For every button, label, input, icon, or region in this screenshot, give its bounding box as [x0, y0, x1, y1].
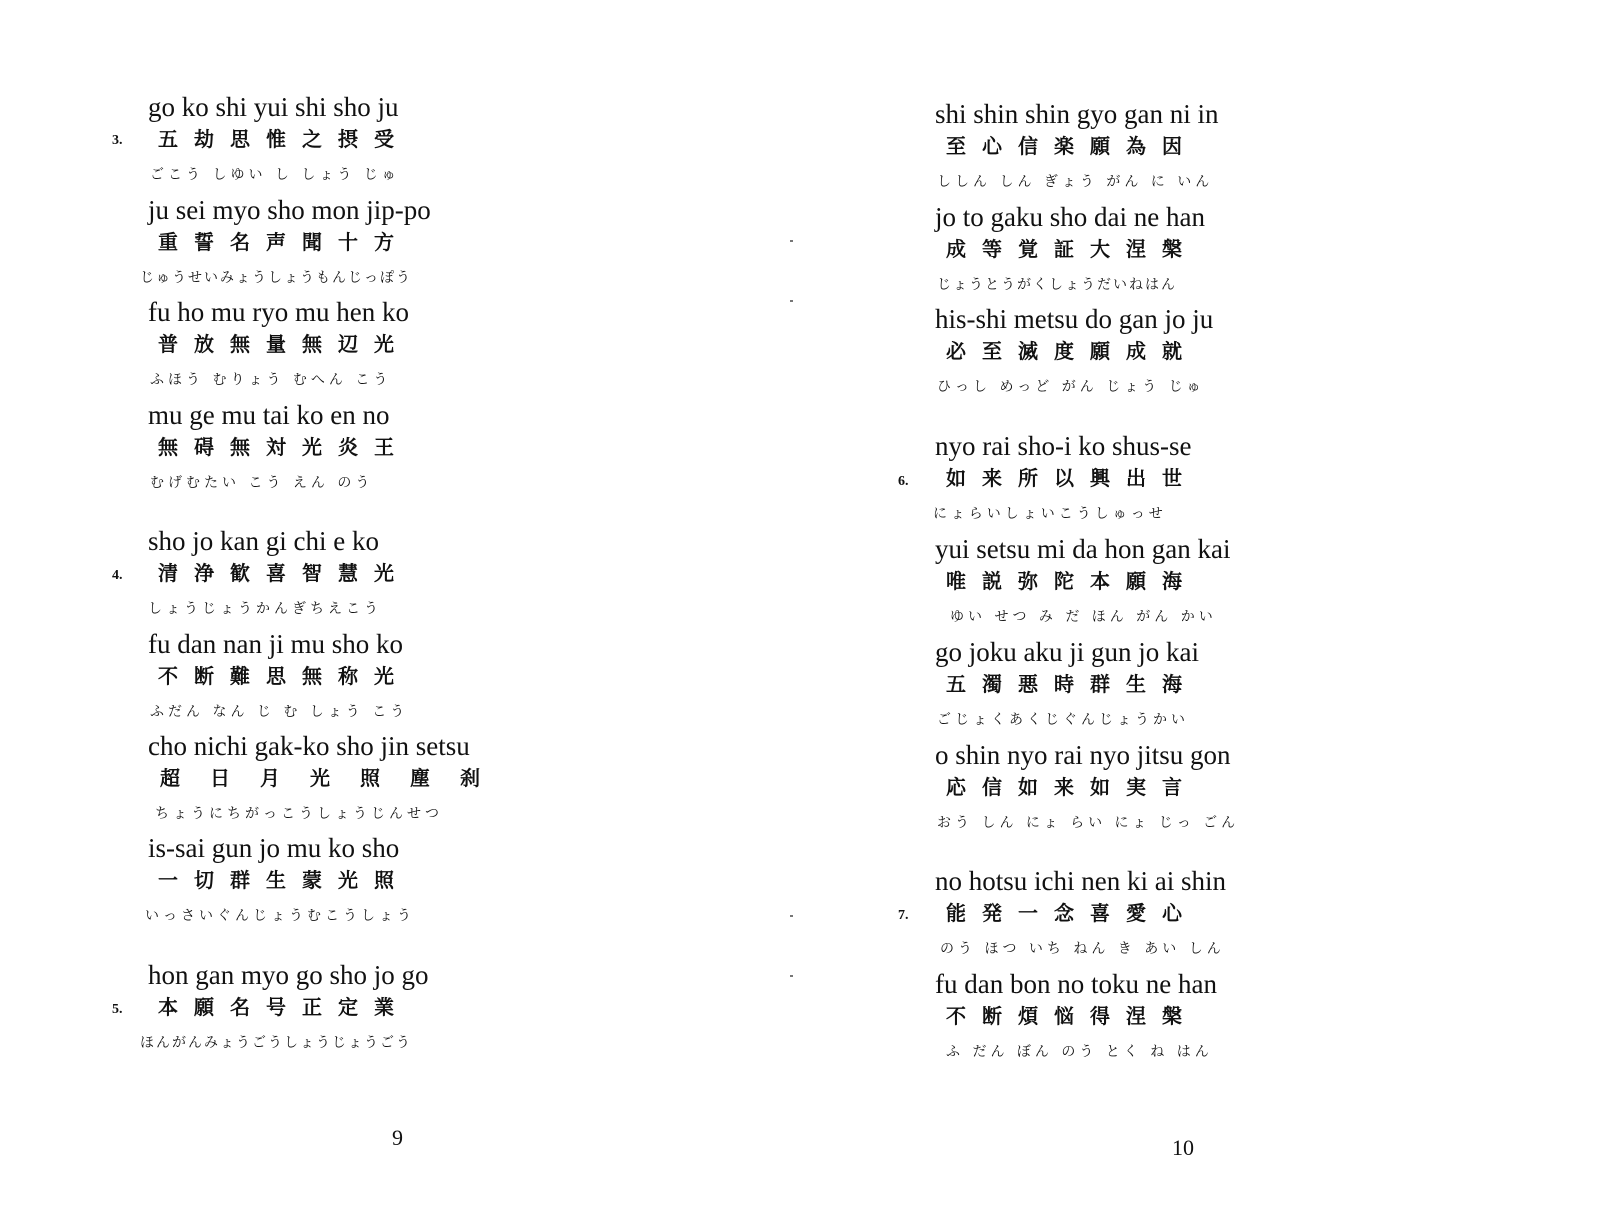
- kana-line: ゆい せつ み だ ほん がん かい: [950, 609, 1217, 625]
- kana-line: しょうじょうかんぎちえこう: [148, 601, 382, 617]
- kana-line: ひっし めっど がん じょう じゅ: [937, 379, 1205, 395]
- kana-line: いっさいぐんじょうむこうしょう: [145, 908, 415, 924]
- scan-speck: [790, 240, 793, 242]
- kanji-line: 五濁悪時群生海: [946, 672, 1198, 696]
- romaji-line: hon gan myo go sho jo go: [148, 960, 429, 990]
- kanji-line: 不断煩悩得涅槃: [946, 1004, 1198, 1028]
- romaji-line: fu dan nan ji mu sho ko: [148, 629, 403, 659]
- page-number: 9: [392, 1125, 403, 1150]
- stanza-number: 7.: [898, 908, 909, 923]
- kanji-line: 成等覚証大涅槃: [946, 237, 1198, 261]
- kana-line: ふ だん ぼん のう とく ね はん: [946, 1044, 1213, 1060]
- kana-line: むげむたい こう えん のう: [150, 475, 374, 491]
- kanji-line: 無碍無対光炎王: [158, 435, 410, 459]
- romaji-line: jo to gaku sho dai ne han: [935, 202, 1205, 232]
- romaji-line: yui setsu mi da hon gan kai: [935, 534, 1231, 564]
- romaji-line: sho jo kan gi chi e ko: [148, 526, 379, 556]
- stanza-number: 3.: [112, 133, 123, 148]
- romaji-line: go joku aku ji gun jo kai: [935, 637, 1199, 667]
- romaji-line: mu ge mu tai ko en no: [148, 400, 390, 430]
- kanji-line: 至心信楽願為因: [946, 134, 1198, 158]
- romaji-line: nyo rai sho-i ko shus-se: [935, 431, 1192, 461]
- kanji-line: 超日月光照塵刹: [160, 766, 510, 790]
- romaji-line: ju sei myo sho mon jip-po: [148, 195, 431, 225]
- kana-line: ごじょくあくじぐんじょうかい: [937, 712, 1189, 728]
- romaji-line: cho nichi gak-ko sho jin setsu: [148, 731, 470, 761]
- romaji-line: fu ho mu ryo mu hen ko: [148, 297, 409, 327]
- kanji-line: 唯説弥陀本願海: [946, 569, 1198, 593]
- romaji-line: go ko shi yui shi sho ju: [148, 92, 399, 122]
- kana-line: ちょうにちがっこうしょうじんせつ: [155, 806, 443, 822]
- kana-line: ほんがんみょうごうしょうじょうごう: [140, 1035, 412, 1051]
- kana-line: おう しん にょ らい にょ じっ ごん: [937, 815, 1240, 831]
- scan-speck: [790, 975, 793, 977]
- page-number: 10: [1172, 1135, 1194, 1160]
- stanza-number: 4.: [112, 568, 123, 583]
- scan-speck: [790, 300, 793, 302]
- kanji-line: 重誓名声聞十方: [158, 230, 410, 254]
- kanji-line: 五劫思惟之摂受: [158, 127, 410, 151]
- kana-line: にょらいしょいこうしゅっせ: [933, 506, 1167, 522]
- right-page: [800, 0, 1600, 1228]
- kanji-line: 応信如来如実言: [946, 775, 1198, 799]
- stanza-number: 6.: [898, 474, 909, 489]
- kanji-line: 一切群生蒙光照: [158, 868, 410, 892]
- kanji-line: 如来所以興出世: [946, 466, 1198, 490]
- kanji-line: 能発一念喜愛心: [946, 901, 1198, 925]
- stanza-number: 5.: [112, 1002, 123, 1017]
- scan-speck: [790, 915, 793, 917]
- kanji-line: 必至滅度願成就: [946, 339, 1198, 363]
- kanji-line: 清浄歓喜智慧光: [158, 561, 410, 585]
- kanji-line: 本願名号正定業: [158, 995, 410, 1019]
- kana-line: ふほう むりょう むへん こう: [150, 372, 392, 388]
- romaji-line: no hotsu ichi nen ki ai shin: [935, 866, 1226, 896]
- kana-line: ししん しん ぎょう がん に いん: [937, 174, 1214, 190]
- kana-line: じゅうせいみょうしょうもんじっぽう: [140, 270, 412, 286]
- kanji-line: 普放無量無辺光: [158, 332, 410, 356]
- kana-line: じょうとうがくしょうだいねはん: [937, 277, 1177, 293]
- kana-line: のう ほつ いち ねん き あい しん: [940, 941, 1225, 957]
- romaji-line: fu dan bon no toku ne han: [935, 969, 1217, 999]
- romaji-line: is-sai gun jo mu ko sho: [148, 833, 400, 863]
- kanji-line: 不断難思無称光: [158, 664, 410, 688]
- kana-line: ごこう しゆい し しょう じゅ: [150, 167, 400, 183]
- kana-line: ふだん なん じ む しょう こう: [150, 704, 409, 720]
- romaji-line: his-shi metsu do gan jo ju: [935, 304, 1214, 334]
- romaji-line: shi shin shin gyo gan ni in: [935, 99, 1219, 129]
- romaji-line: o shin nyo rai nyo jitsu gon: [935, 740, 1231, 770]
